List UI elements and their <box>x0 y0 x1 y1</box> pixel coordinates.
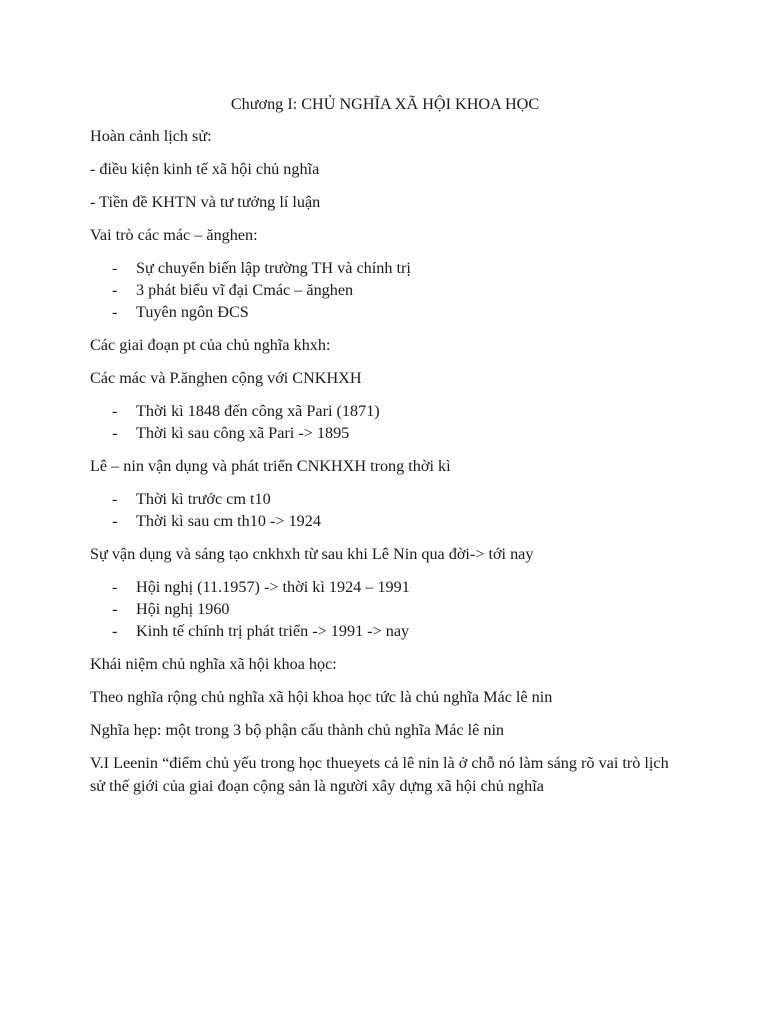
bullet-dash: - <box>112 424 118 442</box>
bullet-list <box>90 257 680 323</box>
paragraph: Theo nghĩa rộng chủ nghĩa xã hội khoa học tức là chủ nghĩa Mác lê nin <box>90 688 553 706</box>
list-item-text: Thời kì sau cm th10 -> 1924 <box>136 512 321 530</box>
bullet-dash: - <box>112 600 118 618</box>
list-item-text: Hội nghị (11.1957) -> thời kì 1924 – 1991 <box>136 578 410 596</box>
list-item-text: Kinh tế chính trị phát triển -> 1991 -> nay <box>136 622 410 640</box>
list-item-text: 3 phát biểu vĩ đại Cmác – ănghen <box>136 281 354 299</box>
paragraph: Các mác và P.ănghen cộng với CNKHXH <box>90 369 362 387</box>
bullet-dash: - <box>112 622 118 640</box>
list-item <box>90 301 680 323</box>
paragraph: Nghĩa hẹp: một trong 3 bộ phận cấu thành chủ nghĩa Mác lê nin <box>90 721 505 739</box>
list-item <box>90 488 680 510</box>
paragraph: Sự vận dụng và sáng tạo cnkhxh từ sau khi Lê Nin qua đời-> tới nay <box>90 545 534 563</box>
paragraph: Các giai đoạn pt của chủ nghĩa khxh: <box>90 336 331 354</box>
paragraph: - Tiền đề KHTN và tư tưởng lí luận <box>90 193 321 211</box>
bullet-dash: - <box>112 578 118 596</box>
document-title: Chương I: CHỦ NGHĨA XÃ HỘI KHOA HỌC <box>230 95 540 113</box>
bullet-dash: - <box>112 402 118 420</box>
list-item <box>90 620 680 642</box>
paragraph: Khái niệm chủ nghĩa xã hội khoa học: <box>90 655 337 673</box>
list-item-text: Thời kì sau công xã Pari -> 1895 <box>136 424 350 442</box>
bullet-dash: - <box>112 512 118 530</box>
bullet-dash: - <box>112 303 118 321</box>
list-item <box>90 422 680 444</box>
list-item <box>90 279 680 301</box>
paragraph: Hoàn cảnh lịch sử: <box>90 127 212 145</box>
paragraph: - điều kiện kinh tế xã hội chủ nghĩa <box>90 160 320 178</box>
bullet-dash: - <box>112 490 118 508</box>
bullet-list <box>90 400 680 444</box>
list-item <box>90 510 680 532</box>
list-item-text: Sự chuyển biến lập trường TH và chính trị <box>136 259 411 277</box>
list-item <box>90 400 680 422</box>
bullet-list <box>90 488 680 532</box>
list-item-text: Tuyên ngôn ĐCS <box>136 303 249 321</box>
list-item-text: Thời kì 1848 đến công xã Pari (1871) <box>136 402 380 420</box>
paragraph: Vai trò các mác – ănghen: <box>90 226 258 244</box>
bullet-dash: - <box>112 281 118 299</box>
document-body <box>90 125 680 798</box>
paragraph: Lê – nin vận dụng và phát triển CNKHXH trong thời kì <box>90 457 451 475</box>
document-page <box>90 93 680 809</box>
list-item <box>90 598 680 620</box>
bullet-list <box>90 576 680 642</box>
bullet-dash: - <box>112 259 118 277</box>
list-item <box>90 257 680 279</box>
paragraph: V.I Leenin “điểm chủ yếu trong học thueyets cả lê nin là ở chỗ nó làm sáng rõ vai trò lịch sử thế giới của giai đoạn cộng sản là người xây dựng xã hội chủ nghĩa <box>90 754 669 795</box>
list-item-text: Thời kì trước cm t10 <box>136 490 271 508</box>
list-item <box>90 576 680 598</box>
list-item-text: Hội nghị 1960 <box>136 600 230 618</box>
